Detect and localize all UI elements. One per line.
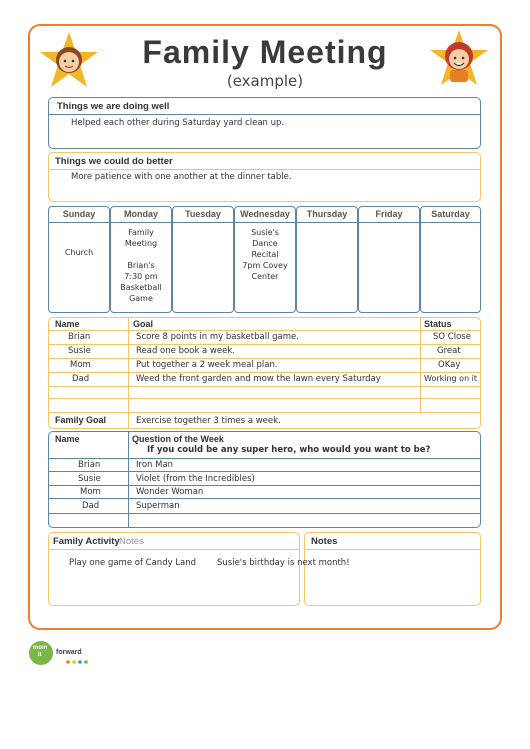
page-title: Family Meeting — [142, 34, 388, 70]
day-sunday-label: Sunday — [49, 207, 109, 223]
answer-row-1-answer[interactable]: Iron Man — [136, 460, 174, 470]
answer-row-4-answer[interactable]: Superman — [136, 501, 180, 511]
day-saturday-label: Saturday — [421, 207, 480, 223]
day-wednesday-label: Wednesday — [235, 207, 295, 223]
goal-row-2-status[interactable]: Great — [437, 346, 461, 356]
question-text[interactable]: If you could be any super hero, who would you want to be? — [147, 445, 431, 455]
day-friday-label: Friday — [359, 207, 419, 223]
family-activity-notes-label: Notes — [119, 536, 144, 547]
goals-name-header: Name — [55, 319, 80, 329]
do-better-label: Things we could do better — [55, 156, 173, 167]
goals-status-header: Status — [424, 319, 452, 329]
day-monday[interactable] — [110, 206, 172, 313]
day-saturday[interactable] — [420, 206, 481, 313]
do-better-box — [48, 152, 481, 202]
family-goal-label: Family Goal — [55, 415, 107, 425]
answer-row-2-answer[interactable]: Violet (from the Incredibles) — [136, 474, 255, 484]
day-friday[interactable] — [358, 206, 420, 313]
doing-well-text[interactable]: Helped each other during Saturday yard clean up. — [71, 118, 285, 128]
answer-row-4-name: Dad — [82, 501, 100, 511]
goal-row-4-name: Dad — [72, 374, 90, 384]
day-monday-label: Monday — [111, 207, 171, 223]
logo-text-it: it — [38, 652, 42, 658]
family-goal-text[interactable]: Exercise together 3 times a week. — [136, 416, 281, 426]
question-header: Question of the Week — [132, 434, 224, 444]
day-thursday-label: Thursday — [297, 207, 357, 223]
answer-row-2-name: Susie — [78, 474, 101, 484]
doing-well-label: Things we are doing well — [57, 101, 170, 112]
family-activity-label: Family Activity — [53, 536, 120, 547]
page-subtitle: (example) — [226, 72, 304, 90]
answer-row-1-name: Brian — [78, 460, 101, 470]
notes-box — [217, 532, 481, 606]
family-activity-box — [48, 532, 300, 606]
day-wednesday[interactable] — [234, 206, 296, 313]
goal-row-1-status[interactable]: SO Close — [433, 332, 471, 342]
day-sunday[interactable] — [48, 206, 110, 313]
goal-row-4-status[interactable]: Working on it — [424, 374, 478, 383]
day-monday-text: Family Meeting Brian's 7:30 pm Basketball Game — [120, 228, 162, 303]
notes-label: Notes — [311, 536, 338, 547]
answer-row-3-answer[interactable]: Wonder Woman — [136, 487, 204, 497]
goals-goal-header: Goal — [133, 319, 154, 329]
goal-row-1-name: Brian — [68, 332, 91, 342]
day-sunday-text: Church — [64, 248, 94, 257]
logo-text-forward: forward — [56, 649, 82, 656]
goal-row-2-goal[interactable]: Read one book a week. — [136, 346, 235, 356]
day-thursday[interactable] — [296, 206, 358, 313]
day-tuesday-label: Tuesday — [173, 207, 233, 223]
goal-row-1-goal[interactable]: Score 8 points in my basketball game. — [136, 332, 299, 342]
goal-row-4-goal[interactable]: Weed the front garden and mow the lawn every Saturday — [136, 374, 381, 384]
doing-well-box — [48, 97, 481, 149]
goal-row-3-name: Mom — [70, 360, 91, 370]
family-activity-text[interactable]: Play one game of Candy Land — [69, 558, 197, 568]
day-wednesday-text: Susie's Dance Recital 7pm Covey Center — [242, 228, 288, 281]
answer-row-3-name: Mom — [80, 487, 101, 497]
day-tuesday[interactable] — [172, 206, 234, 313]
notes-text[interactable]: Susie's birthday is next month! — [217, 558, 350, 568]
logo-text-mom: mom — [33, 645, 48, 651]
goal-row-3-goal[interactable]: Put together a 2 week meal plan. — [136, 360, 278, 370]
goal-row-3-status[interactable]: OKay — [438, 360, 461, 370]
mom-it-forward-logo — [28, 641, 118, 672]
do-better-text[interactable]: More patience with one another at the dinner table. — [71, 172, 292, 182]
goal-row-2-name: Susie — [68, 346, 91, 356]
question-name-header: Name — [55, 434, 80, 444]
